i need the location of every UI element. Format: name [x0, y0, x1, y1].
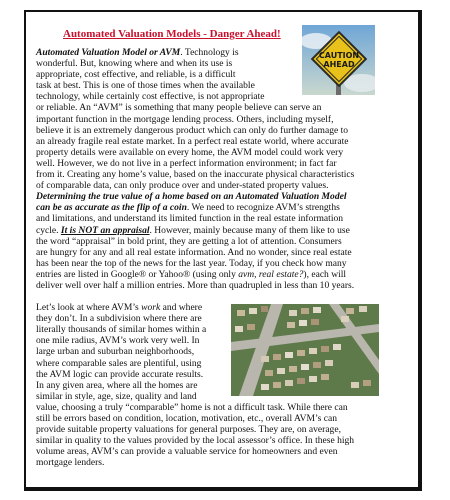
not-appraisal-text: It is NOT an appraisal: [60, 224, 150, 236]
emphasis-line: [36, 202, 378, 213]
text-line: well. However, we do not live in a perfect information environment; in fact far: [36, 157, 337, 169]
text-line: and limitations, and understand its limited function in the real estate information: [36, 213, 344, 225]
text-line: are hungry for any and all real estate information. And no wonder, since real estate: [36, 246, 352, 258]
text-line: believe it is an extremely dangerous product which can only do further damage to: [36, 124, 349, 136]
text-line: an already fragile real estate market. In a perfect real estate world, where accurate: [36, 135, 349, 147]
text-line: large urban and suburban neighborhoods,: [36, 346, 195, 358]
caution-sign-text-1: CAUTION: [318, 51, 360, 60]
text-span: entries are listed in Google® or Yahoo® (using only: [36, 268, 239, 280]
text-line: where comparable sales are plentiful, using: [36, 357, 202, 369]
article: [36, 20, 412, 490]
caution-sign-image: [302, 25, 375, 95]
emphasis-work: work: [141, 302, 161, 314]
text-line: or reliable. An “AVM” is something that many people believe can serve an: [36, 102, 322, 114]
text-span: . We need to recognize AVM’s strengths: [186, 202, 340, 214]
text-line: provide suitable property valuations for general purposes. They are, on average,: [36, 424, 341, 436]
text-line: similar in quality to the values provided by the local assessor’s office. In these high: [36, 435, 355, 447]
text-line: similar in style, age, size, quality and land: [36, 390, 197, 402]
term-avm: Automated Valuation Model or AVM: [36, 47, 181, 58]
text-line: from it. Creating any home’s value, based on the inaccurate physical characteristics: [36, 169, 355, 181]
text-line: deliver well over half a million entries. More than quadrupled in less than 10 years.: [36, 279, 355, 291]
emphasis-text: Determining the true value of a home based on an Automated Valuation Model: [36, 191, 347, 203]
text-line: literally thousands of similar homes within a: [36, 324, 207, 336]
text-line: volume areas, AVM’s can provide a valuable service for homeowners and even: [36, 446, 338, 458]
text-line: technology, while certainly cost effective, is not appropriate: [36, 91, 265, 103]
article-title: Automated Valuation Models - Danger Ahead!: [63, 28, 281, 40]
text-line: property details were available on every home, the AVM model could work very: [36, 146, 344, 158]
text-line: In any given area, where all the homes are: [36, 379, 198, 391]
emphasis-line: [36, 191, 378, 202]
text-line: the AVM logic can provide accurate results.: [36, 368, 204, 380]
text-line: has been near the top of the news for the last year. Today, if you check how many: [36, 257, 347, 269]
text-span: . Technology is: [180, 47, 239, 58]
emphasis-text: can be as accurate as the flip of a coin: [36, 202, 187, 214]
text-line: task at best. This is one of those times when the available: [36, 80, 255, 92]
text-line: [36, 269, 378, 280]
text-line: wonderful. But, knowing where and when its use is: [36, 58, 233, 70]
text-line: of comparable data, can only produce over and under-stated property values.: [36, 180, 329, 192]
text-line: important function in the mortgage lending process. Others, including myself,: [36, 113, 334, 125]
text-line: appropriate, cost effective, and reliable, is a difficult: [36, 69, 236, 81]
text-line: the word “appraisal” in bold print, they are getting a lot of attention. Consumers: [36, 235, 342, 247]
aerial-houses-image: [231, 304, 379, 396]
text-line: value, choosing a truly “comparable” home is not a difficult task. While there can: [36, 401, 348, 413]
text-span: ), each will: [303, 268, 347, 280]
text-line: they don’t. In a subdivision where there are: [36, 313, 202, 325]
search-terms: avm, real estate?: [238, 268, 304, 280]
text-line: [36, 47, 276, 58]
text-line: one mile radius, AVM’s work very well. In: [36, 335, 200, 347]
caution-sign-text-2: AHEAD: [323, 60, 355, 69]
text-line: mortgage lenders.: [36, 457, 105, 469]
text-span: cycle.: [36, 224, 61, 236]
text-span: and where: [160, 302, 203, 314]
text-line: [36, 302, 210, 313]
text-line: still be errors based on condition, location, motivation, etc., overall AVM’s can: [36, 413, 338, 424]
text-span: . However, mainly because many of them like to use: [149, 224, 350, 236]
text-line: [36, 225, 378, 236]
text-span: Let’s look at where AVM’s: [36, 302, 142, 314]
